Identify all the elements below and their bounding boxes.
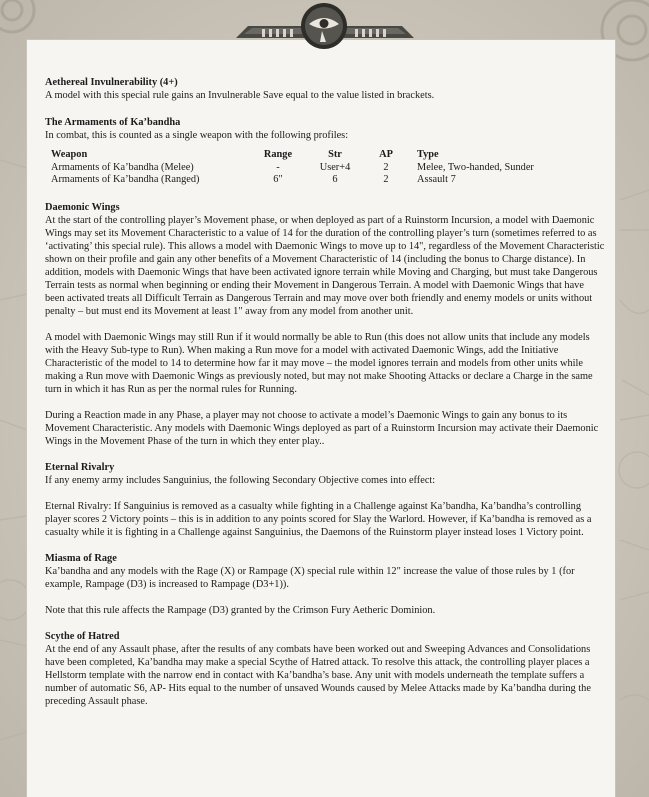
rivalry-title: Eternal Rivalry (45, 461, 115, 473)
weapon-type: Melee, Two-handed, Sunder (417, 161, 534, 173)
table-row (51, 174, 577, 187)
weapon-range: 6" (273, 174, 283, 185)
miasma-paragraph-2: Note that this rule affects the Rampage (D3) granted by the Crimson Fury Aetheric Dominion. (45, 604, 436, 616)
weapon-str: User+4 (319, 161, 351, 173)
table-row (51, 162, 577, 175)
weapon-name: Armaments of Ka’bandha (Melee) (51, 161, 194, 173)
rules-content (45, 76, 605, 708)
armaments-title: The Armaments of Ka’bandha (45, 117, 181, 128)
col-header-range: Range (263, 149, 293, 160)
col-header-str: Str (328, 149, 342, 160)
rivalry-paragraph-2: Eternal Rivalry: If Sanguinius is removed as a casualty while fighting in a Challenge against Ka’bandha, Ka’bandha’s controlling player scores 2 Victory points – this is in addition to any points scored for Slay the Warlord. However, if Ka’bandha is removed as a casualty while it is fighting in a Challenge against Sanguinius, the Daemons of the Ruinstorm player instead loses 1 Victory point. (45, 500, 592, 538)
scythe-title: Scythe of Hatred (45, 630, 120, 642)
weapon-type: Assault 7 (417, 174, 456, 185)
miasma-paragraph-1: Ka’bandha and any models with the Rage (X) or Rampage (X) special rule within 12" increase the value of those rules by 1 (for example, Rampage (D3) is increased to Rampage (D3+1)). (45, 565, 575, 590)
miasma-title: Miasma of Rage (45, 552, 117, 564)
col-header-ap: AP (379, 149, 393, 160)
eye-of-horus-emblem-icon (301, 3, 347, 49)
table-header-row (51, 149, 577, 162)
aethereal-body: A model with this special rule gains an Invulnerable Save equal to the value listed in brackets. (45, 90, 435, 101)
weapon-str: 6 (332, 174, 338, 185)
wings-title: Daemonic Wings (45, 201, 120, 213)
col-header-type: Type (417, 149, 439, 160)
scythe-body: At the end of any Assault phase, after the results of any combats have been worked out and Sweeping Advances and Consolidations have been completed, Ka’bandha may make a special Scythe of Hatred attack. To resolve this attack, the controlling player places a Hellstorm template with the narrow end in contact with Ka’bandha’s base. Any unit with models underneath the template suffers a number of automatic S6, AP- Hits equal to the number of unsaved Wounds caused by Melee Attacks made by Ka’bandha during the preceding Assault phase. (45, 643, 591, 707)
weapon-name: Armaments of Ka’bandha (Ranged) (51, 174, 200, 185)
weapon-profile-table (51, 149, 577, 187)
header-ornament (0, 0, 649, 60)
wings-paragraph-1: At the start of the controlling player’s Movement phase, or when deployed as part of a Ruinstorm Incursion, a model with Daemonic Wings may set its Movement Characteristic to a value of 14 for the duration of the controlling player’s turn (sometimes referred to as ‘activating’ this special rule). This allows a model with Daemonic Wings to move up to 14", regardless of the Movement Characteristic shown on their profile and gain any other benefits of a Movement Characteristic of 14 (including the bonus to Charge distance). In addition, models with Daemonic Wings that have been activated ignore terrain while Moving and Charging, but must take Dangerous Terrain tests as normal when beginning or ending their Movement in Dangerous Terrain. A model with Daemonic Wings that have been activated treats all Difficult Terrain as Dangerous Terrain and may move over both friendly and enemy models or units without penalty – but must end its Movement at least 1" away from any model from another unit. (45, 214, 605, 317)
weapon-ap: 2 (383, 174, 389, 185)
weapon-range: - (276, 161, 280, 173)
armaments-body: In combat, this is counted as a single weapon with the following profiles: (45, 130, 349, 141)
col-header-weapon: Weapon (51, 149, 88, 160)
wings-paragraph-2: A model with Daemonic Wings may still Run if it would normally be able to Run (this does not allow units that include any models with the Heavy Sub-type to Run). When making a Run move for a model with activated Daemonic Wings, add the Initiative Characteristic of the model to 14 to determine how far it may move – the model ignores terrain and models from other units while making a Run move with Daemonic Wings as previously noted, but may not make Shooting Attacks or declare a Charge in the same turn in which it has Run as per the normal rules for Running. (45, 331, 593, 395)
weapon-ap: 2 (383, 161, 389, 173)
rivalry-paragraph-1: If any enemy army includes Sanguinius, the following Secondary Objective comes into effect: (45, 474, 436, 486)
wings-paragraph-3: During a Reaction made in any Phase, a player may not choose to activate a model’s Daemonic Wings to gain any bonus to its Movement Characteristic. Any models with Daemonic Wings deployed as part of a Ruinstorm Incursion may activate their Daemonic Wings in the Movement Phase of the turn in which they enter play.. (45, 409, 599, 447)
aethereal-title: Aethereal Invulnerability (4+) (45, 77, 178, 88)
